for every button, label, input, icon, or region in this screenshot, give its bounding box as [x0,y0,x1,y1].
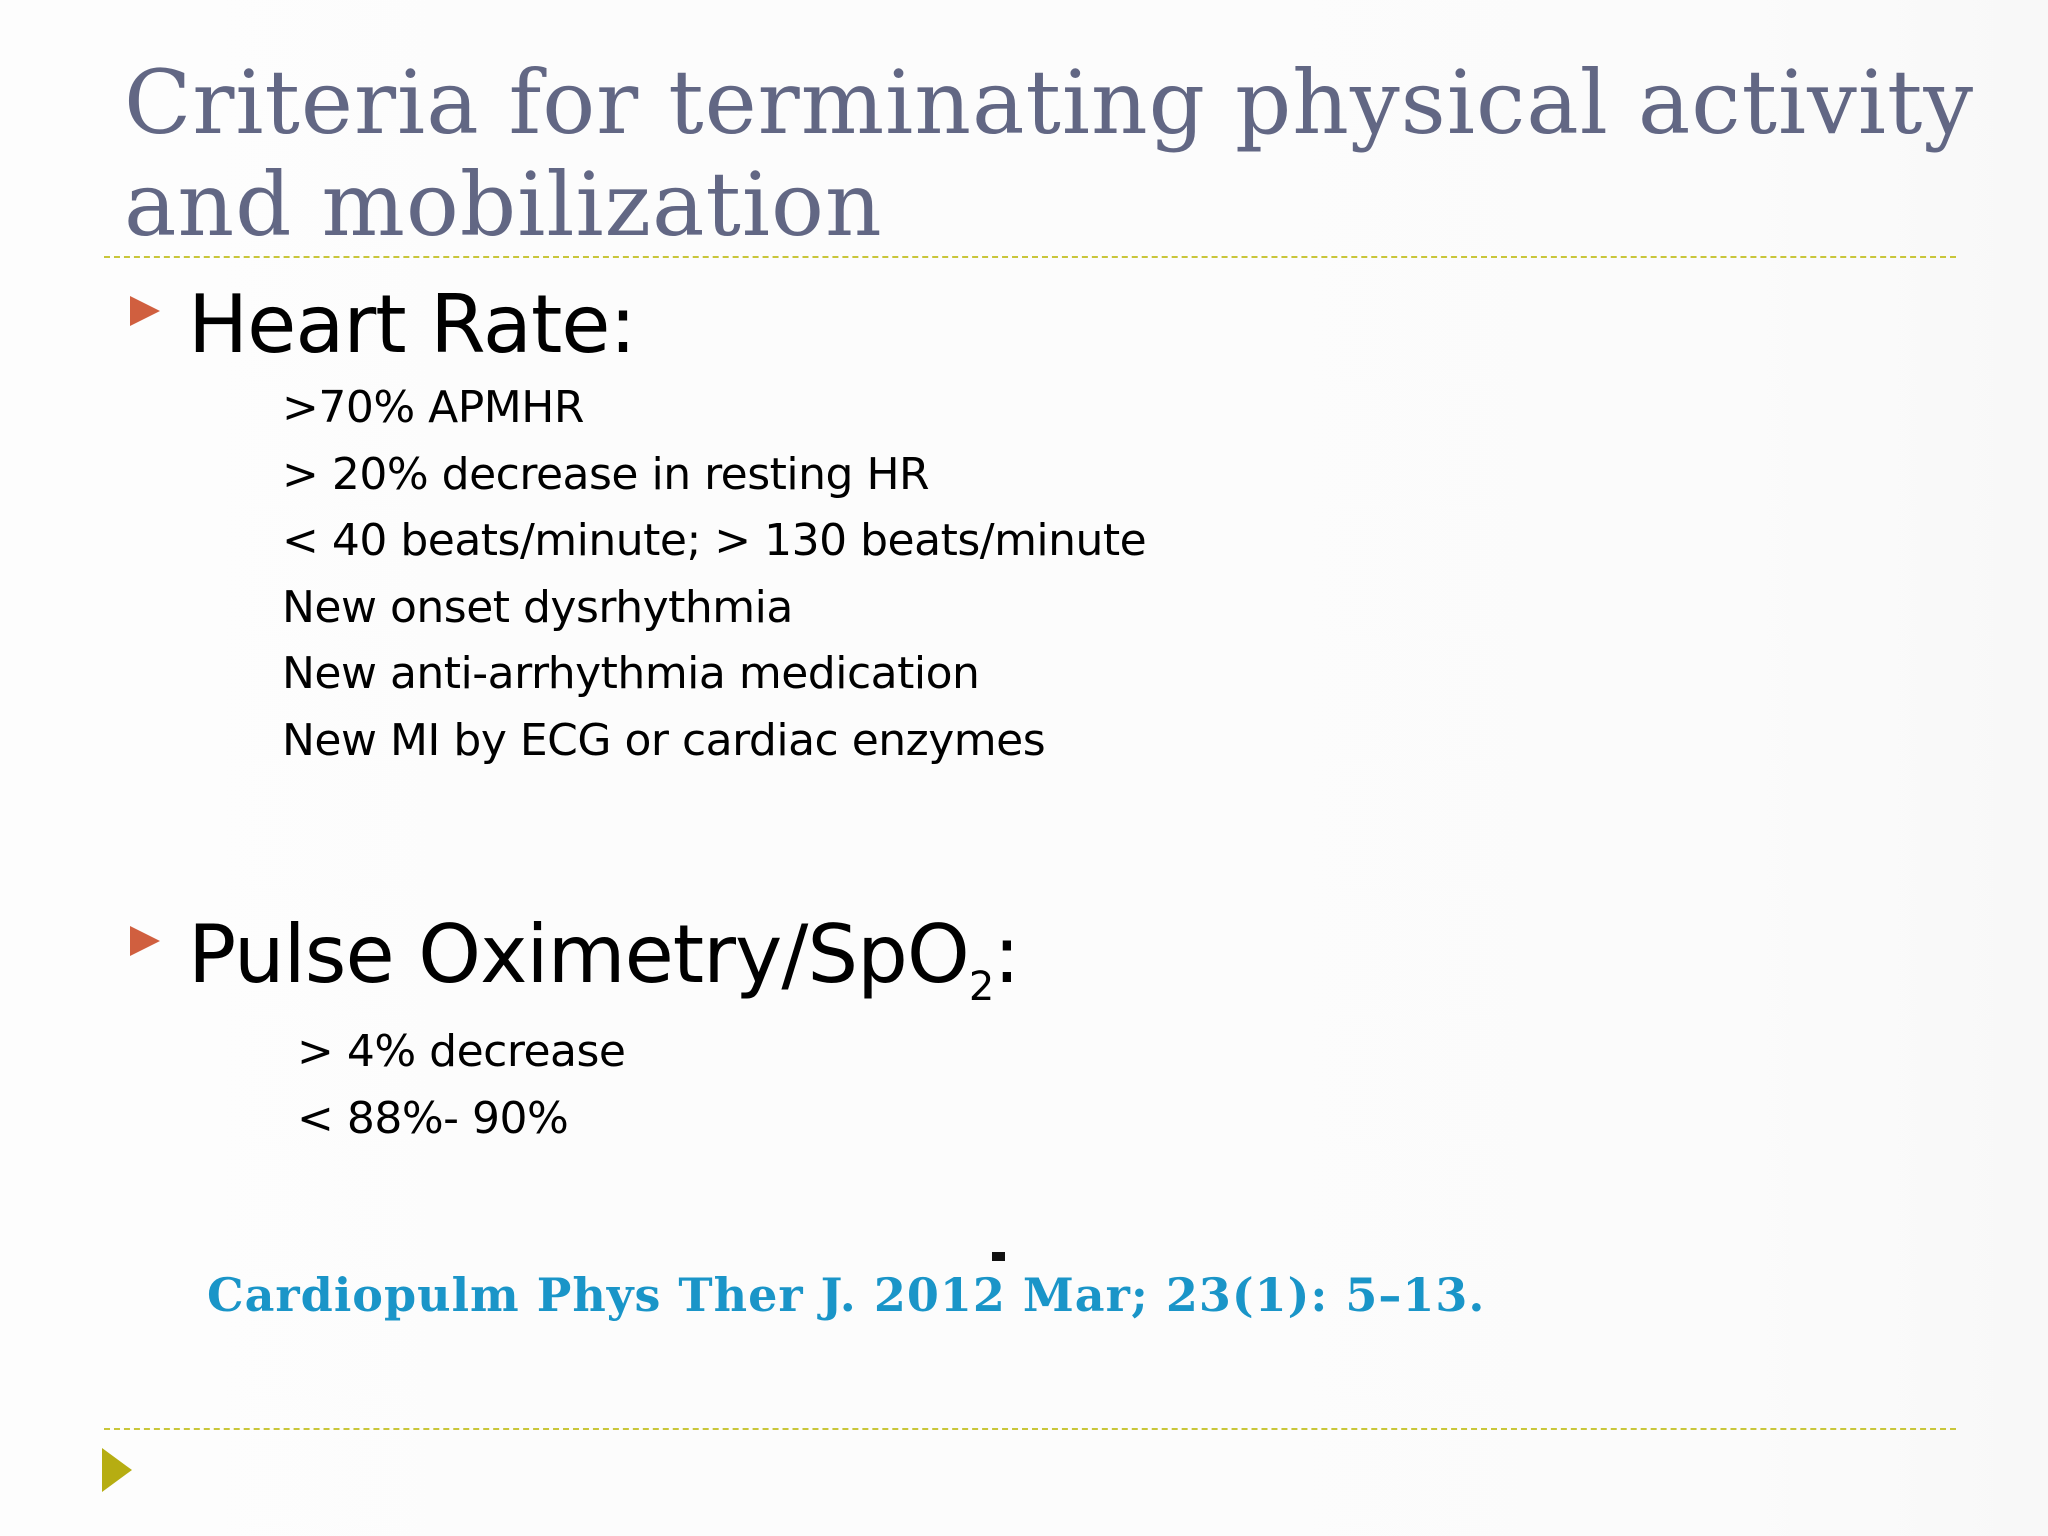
heading-subscript: 2 [968,964,994,1010]
heart-rate-criteria-list [282,375,1146,774]
footer-divider [104,1428,1956,1430]
pulse-oximetry-heading-text [188,908,1020,1010]
list-item: New anti-arrhythmia medication [282,648,980,699]
bullet-triangle-icon [130,926,160,956]
slide-title: Criteria for terminating physical activity and mobilization [124,51,1975,256]
pulse-oximetry-heading [130,908,1020,1010]
heading-main-text: Pulse Oximetry/SpO [188,908,969,1001]
heart-rate-heading [130,278,635,371]
list-item: >70% APMHR [282,382,584,433]
list-item: < 88%- 90% [297,1092,569,1144]
dash-mark [992,1252,1005,1261]
pulse-oximetry-criteria-list [297,1019,625,1152]
citation-text: Cardiopulm Phys Ther J. 2012 Mar; 23(1): 5–13. [207,1268,1486,1322]
list-item: > 20% decrease in resting HR [282,448,930,500]
next-slide-triangle-icon[interactable] [102,1448,132,1492]
bullet-triangle-icon [130,296,160,326]
title-divider [104,256,1956,258]
list-item: > 4% decrease [297,1026,626,1077]
list-item: < 40 beats/minute; > 130 beats/minute [282,515,1147,566]
heart-rate-heading-text: Heart Rate: [188,278,636,371]
heading-suffix: : [993,908,1020,1001]
list-item: New MI by ECG or cardiac enzymes [282,714,1046,766]
list-item: New onset dysrhythmia [282,581,793,633]
